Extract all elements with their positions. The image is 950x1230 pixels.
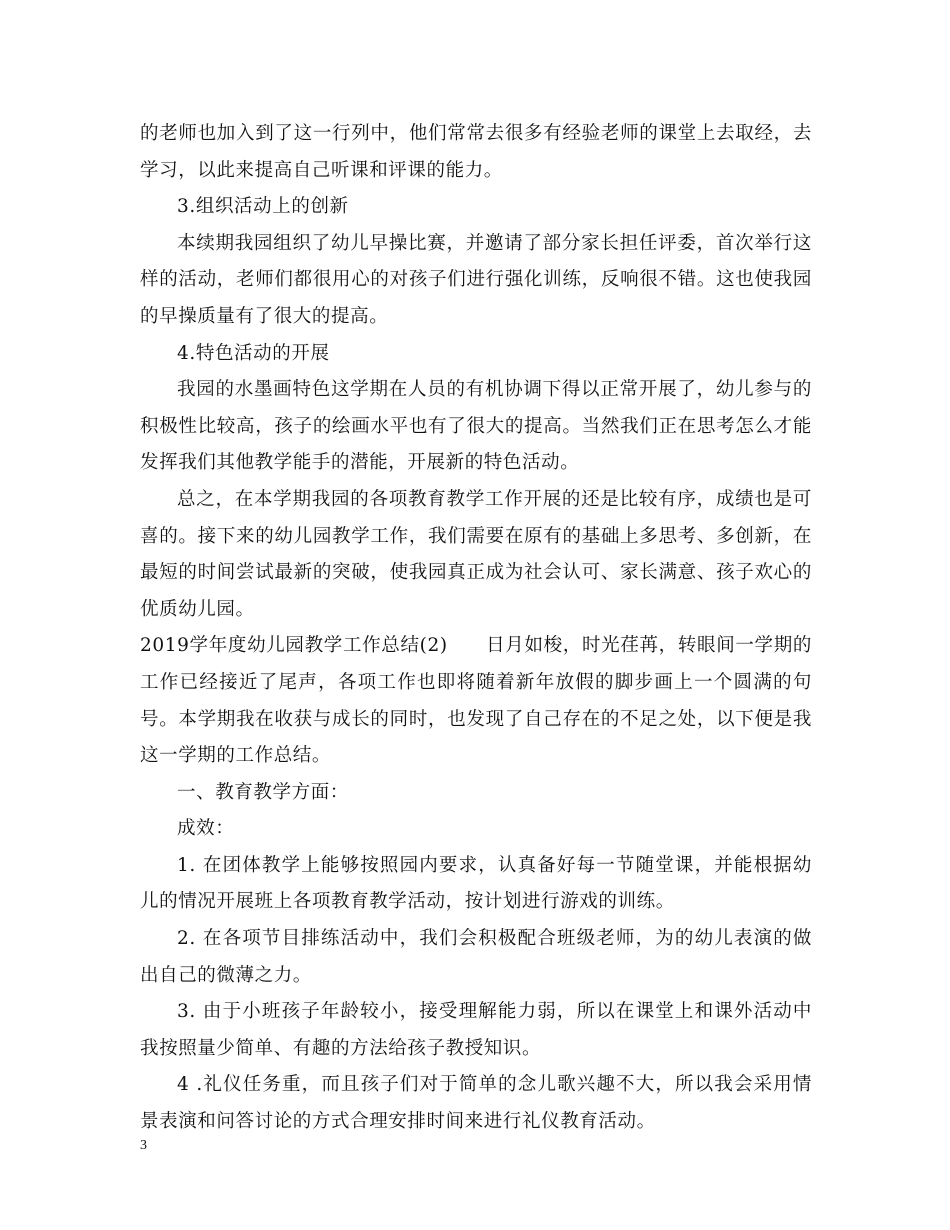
paragraph-3: 我园的水墨画特色这学期在人员的有机协调下得以正常开展了，幼儿参与的积极性比较高，孩子的绘画水平也有了很大的提高。当然我们正在思考怎么才能发挥我们其他教学能手的潜能，开展新的特色活动。: [140, 379, 812, 474]
section-heading-3: 3.组织活动上的创新: [177, 196, 349, 218]
paragraph-2: 本续期我园组织了幼儿早操比赛，并邀请了部分家长担任评委，首次举行这样的活动，老师们都很用心的对孩子们进行强化训练，反响很不错。这也使我园的早操质量有了很大的提高。: [140, 232, 812, 327]
section-heading-4: 4.特色活动的开展: [177, 342, 330, 364]
paragraph-title-intro: 2019学年度幼儿园教学工作总结(2) 日月如梭，时光荏苒，转眼间一学期的工作已经接近了尾声，各项工作也即将随着新年放假的脚步画上一个圆满的句号。本学期我在收获与成长的同时，也发现了自己存在的不足之处，以下便是我这一学期的工作总结。: [140, 635, 812, 767]
paragraph-summary: 总之，在本学期我园的各项教育教学工作开展的还是比较有序，成绩也是可喜的。接下来的幼儿园教学工作，我们需要在原有的基础上多思考、多创新，在最短的时间尝试最新的突破，使我园真正成为社会认可、家长满意、孩子欢心的优质幼儿园。: [140, 488, 812, 620]
page-number: 3: [140, 1138, 147, 1153]
list-item-3: 3. 由于小班孩子年龄较小，接受理解能力弱，所以在课堂上和课外活动中我按照量少简单、有趣的方法给孩子教授知识。: [140, 1001, 812, 1059]
subheading-results: 成效：: [177, 818, 235, 840]
list-item-2: 2. 在各项节目排练活动中，我们会积极配合班级老师，为的幼儿表演的做出自己的微薄之力。: [140, 928, 812, 986]
document-body: [140, 116, 812, 1141]
section-heading-education: 一、教育教学方面：: [177, 781, 349, 803]
list-item-1: 1. 在团体教学上能够按照园内要求，认真备好每一节随堂课，并能根据幼儿的情况开展班上各项教育教学活动，按计划进行游戏的训练。: [140, 854, 812, 913]
paragraph-1: 的老师也加入到了这一行列中，他们常常去很多有经验老师的课堂上去取经，去学习，以此来提高自己听课和评课的能力。: [140, 123, 812, 181]
list-item-4: 4 .礼仪任务重，而且孩子们对于简单的念儿歌兴趣不大，所以我会采用情景表演和问答讨论的方式合理安排时间来进行礼仪教育活动。: [140, 1074, 812, 1133]
